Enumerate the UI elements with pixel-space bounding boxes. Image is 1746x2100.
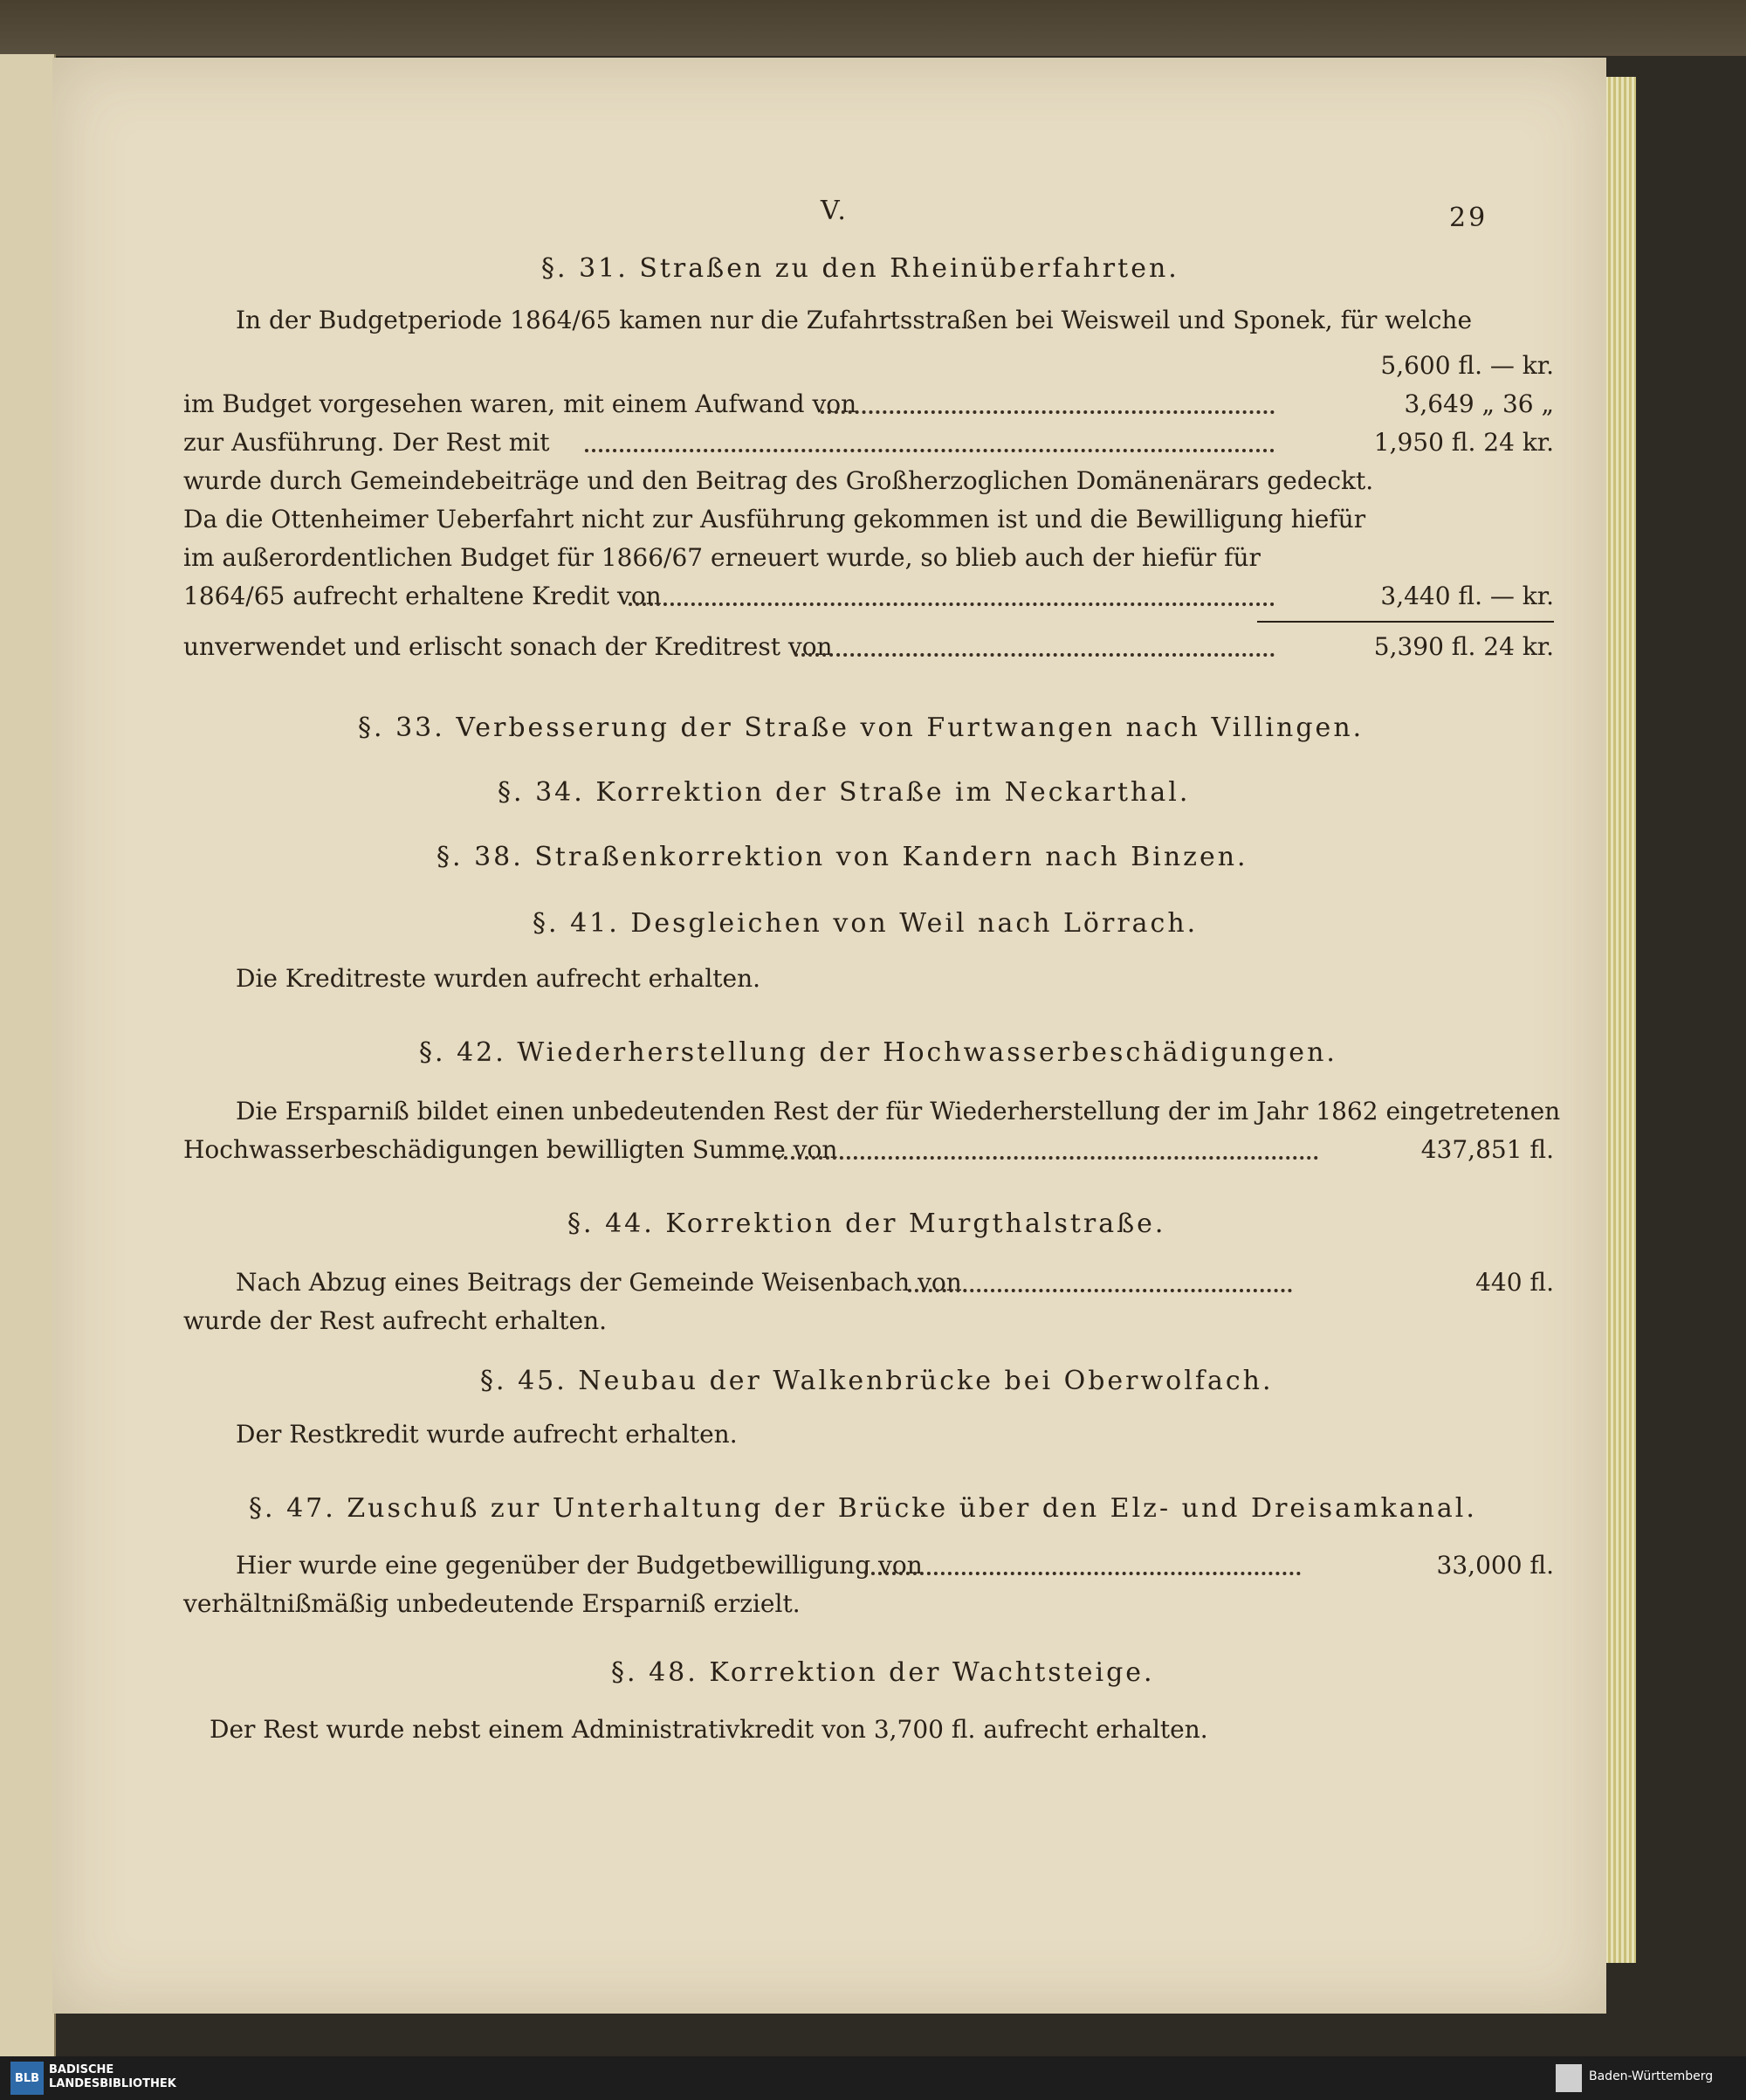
s44-amount: 440 fl. (1475, 1268, 1554, 1297)
heading-s41: §. 41. Desgleichen von Weil nach Lörrach. (533, 908, 1199, 939)
s31-line1: In der Budgetperiode 1864/65 kamen nur die Zufahrtsstraßen bei Weisweil und Sponek, für welche (236, 306, 1473, 334)
footer-bar (0, 2056, 1746, 2100)
dot-leader (629, 578, 1275, 606)
library-name (49, 2063, 176, 2091)
dot-leader (794, 629, 1275, 657)
s31-amount5: 5,390 fl. 24 kr. (1373, 632, 1554, 661)
sum-rule (1257, 621, 1554, 623)
page-number: 29 (1449, 203, 1488, 233)
s44-line1: Nach Abzug eines Beitrags der Gemeinde Weisenbach von (236, 1268, 962, 1297)
s44-line2: wurde der Rest aufrecht erhalten. (183, 1306, 608, 1335)
document-page (52, 58, 1606, 2014)
s31-line3: zur Ausführung. Der Rest mit (183, 428, 550, 457)
s31-line2: im Budget vorgesehen waren, mit einem Aufwand von (183, 389, 857, 418)
s31-line5: Da die Ottenheimer Ueberfahrt nicht zur Ausführung gekommen ist und die Bewilligung hiefür (183, 505, 1366, 534)
heading-s48: §. 48. Korrektion der Wachtsteige. (611, 1657, 1155, 1688)
heading-s42: §. 42. Wiederherstellung der Hochwasserbeschädigungen. (419, 1037, 1337, 1068)
s31-amount2: 3,649 „ 36 „ (1404, 389, 1554, 418)
library-line1: BADISCHE (49, 2063, 114, 2076)
s31-amount4: 3,440 fl. — kr. (1380, 582, 1554, 610)
heading-s33: §. 33. Verbesserung der Straße von Furtwangen nach Villingen. (358, 713, 1364, 743)
left-page-edge (0, 54, 56, 2062)
s31-line4: wurde durch Gemeindebeiträge und den Beitrag des Großherzoglichen Domänenärars gedeckt. (183, 466, 1374, 495)
heading-s34: §. 34. Korrektion der Straße im Neckarthal. (498, 777, 1191, 808)
s31-line7: 1864/65 aufrecht erhaltene Kredit von (183, 582, 662, 610)
heading-s38: §. 38. Straßenkorrektion von Kandern nach Binzen. (436, 842, 1248, 872)
s31-amount1: 5,600 fl. — kr. (1380, 351, 1554, 380)
blb-logo-icon: BLB (10, 2062, 44, 2095)
dot-leader (864, 1547, 1301, 1575)
dot-leader (908, 1264, 1292, 1292)
heading-s45: §. 45. Neubau der Walkenbrücke bei Oberwolfach. (480, 1366, 1274, 1396)
s48-text: Der Rest wurde nebst einem Administrativkredit von 3,700 fl. aufrecht erhalten. (210, 1715, 1208, 1744)
heading-s31: §. 31. Straßen zu den Rheinüberfahrten. (541, 253, 1179, 284)
s31-amount3: 1,950 fl. 24 kr. (1373, 428, 1554, 457)
s45-text: Der Restkredit wurde aufrecht erhalten. (236, 1420, 738, 1449)
section-numeral: V. (821, 196, 849, 226)
book-top-band (0, 0, 1746, 56)
s47-line2: verhältnißmäßig unbedeutende Ersparniß erzielt. (183, 1589, 801, 1618)
library-line2: LANDESBIBLIOTHEK (49, 2077, 176, 2090)
s31-line6: im außerordentlichen Budget für 1866/67 erneuert wurde, so blieb auch der hiefür für (183, 543, 1261, 572)
s47-amount: 33,000 fl. (1436, 1551, 1554, 1580)
s47-line1: Hier wurde eine gegenüber der Budgetbewilligung von (236, 1551, 923, 1580)
dot-leader (777, 1132, 1318, 1160)
s31-line8: unverwendet und erlischt sonach der Kreditrest von (183, 632, 833, 661)
state-coat-of-arms-icon (1556, 2064, 1582, 2092)
dot-leader (821, 386, 1275, 414)
heading-s44: §. 44. Korrektion der Murgthalstraße. (567, 1208, 1166, 1239)
s42-line2: Hochwasserbeschädigungen bewilligten Summe von (183, 1135, 838, 1164)
s42-line1: Die Ersparniß bildet einen unbedeutenden Rest der für Wiederherstellung der im Jahr 1862 eingetretenen (236, 1097, 1561, 1126)
dot-leader (585, 424, 1275, 452)
s41-text: Die Kreditreste wurden aufrecht erhalten. (236, 964, 761, 993)
heading-s47: §. 47. Zuschuß zur Unterhaltung der Brücke über den Elz- und Dreisamkanal. (249, 1493, 1477, 1524)
state-label: Baden-Württemberg (1589, 2069, 1714, 2083)
s42-amount: 437,851 fl. (1420, 1135, 1554, 1164)
